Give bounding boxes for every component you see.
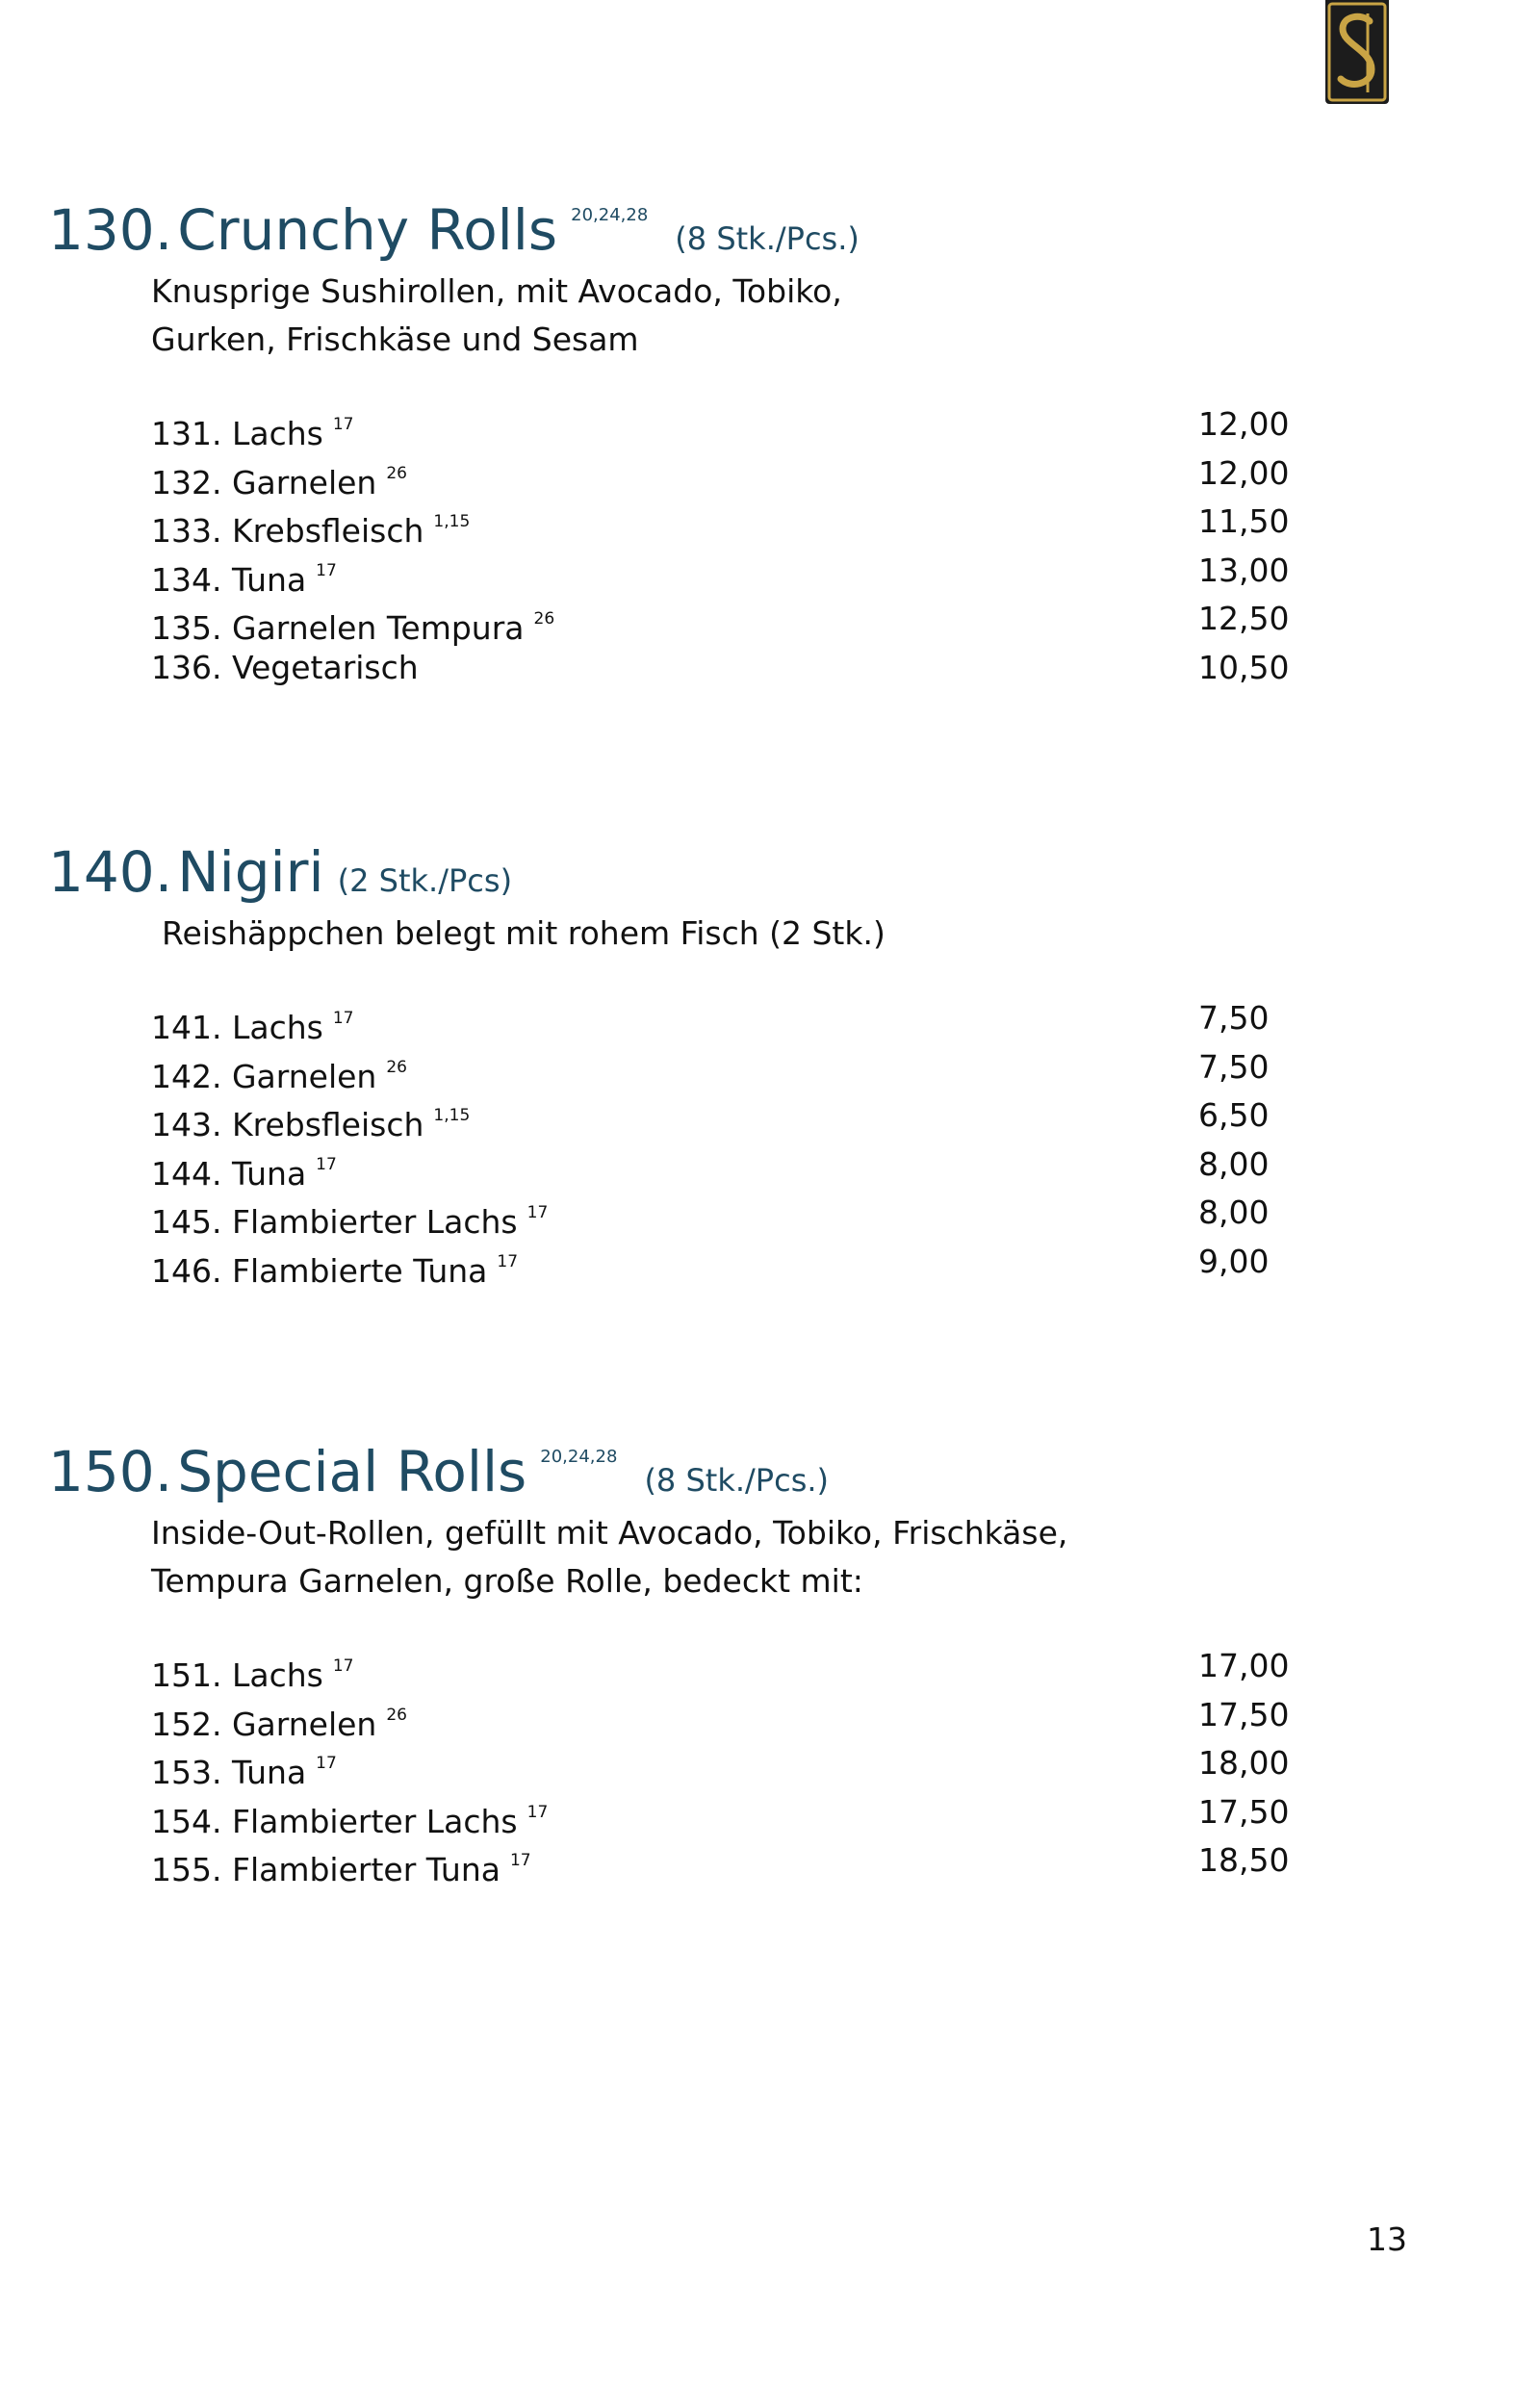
item-price: 17,50 xyxy=(1198,1695,1290,1733)
item-name: 152. Garnelen xyxy=(151,1705,377,1743)
section-title: Special Rolls xyxy=(177,1439,527,1504)
section-allergens: 20,24,28 xyxy=(540,1447,618,1467)
menu-items xyxy=(151,1642,1337,1886)
item-allergens: 26 xyxy=(386,1057,407,1077)
description-line: Inside-Out-Rollen, gefüllt mit Avocado, Tobiko, Frischkäse, xyxy=(151,1514,1068,1552)
logo-emblem xyxy=(1325,0,1389,104)
item-allergens: 17 xyxy=(526,1802,549,1822)
item-allergens: 17 xyxy=(332,1656,354,1676)
section-nigiri xyxy=(48,839,1299,1290)
section-pieces: (8 Stk./Pcs.) xyxy=(644,1462,830,1499)
menu-item xyxy=(151,595,1337,647)
item-price: 6,50 xyxy=(1198,1096,1270,1134)
description-line: Gurken, Frischkäse und Sesam xyxy=(151,321,639,358)
item-price: 18,50 xyxy=(1198,1841,1290,1879)
menu-item xyxy=(151,1091,1337,1141)
item-name: 154. Flambierter Lachs xyxy=(151,1802,518,1840)
menu-item xyxy=(151,400,1337,452)
section-crunchy-rolls xyxy=(48,197,1299,692)
item-name: 132. Garnelen xyxy=(151,463,377,501)
menu-item xyxy=(151,994,1337,1046)
section-number: 150. xyxy=(48,1439,173,1504)
item-name: 153. Tuna xyxy=(151,1754,307,1791)
item-price: 8,00 xyxy=(1198,1144,1270,1183)
section-title: Nigiri xyxy=(177,839,324,905)
item-price: 10,50 xyxy=(1198,648,1290,686)
menu-item xyxy=(151,1642,1337,1694)
item-name: 143. Krebsfleisch xyxy=(151,1106,424,1143)
item-name: 131. Lachs xyxy=(151,415,323,452)
item-allergens: 1,15 xyxy=(433,1106,471,1125)
item-name: 144. Tuna xyxy=(151,1154,307,1193)
menu-item xyxy=(151,498,1337,550)
item-allergens: 17 xyxy=(316,1154,337,1174)
item-price: 18,00 xyxy=(1198,1744,1290,1782)
item-name: 133. Krebsfleisch xyxy=(151,512,424,550)
section-number: 130. xyxy=(48,197,173,263)
item-price: 12,50 xyxy=(1198,600,1290,637)
item-price: 12,00 xyxy=(1198,405,1290,443)
item-price: 17,00 xyxy=(1198,1647,1290,1684)
section-pieces: (2 Stk./Pcs) xyxy=(337,862,513,899)
menu-item xyxy=(151,1189,1337,1241)
section-heading xyxy=(48,839,1299,905)
menu-item xyxy=(151,1739,1337,1791)
item-name: 136. Vegetarisch xyxy=(151,648,419,686)
menu-item xyxy=(151,547,1337,599)
section-description xyxy=(151,268,1299,364)
menu-item xyxy=(151,1691,1337,1743)
menu-item xyxy=(151,1141,1337,1193)
item-allergens: 26 xyxy=(386,463,407,483)
section-number: 140. xyxy=(48,839,173,905)
item-name: 141. Lachs xyxy=(151,1009,323,1046)
menu-item xyxy=(151,1043,1337,1095)
menu-item xyxy=(151,644,1337,693)
item-name: 155. Flambierter Tuna xyxy=(151,1851,500,1888)
section-title: Crunchy Rolls xyxy=(177,197,558,263)
item-price: 7,50 xyxy=(1198,1047,1270,1086)
section-heading xyxy=(48,197,1299,263)
item-price: 11,50 xyxy=(1198,502,1290,540)
item-allergens: 17 xyxy=(509,1851,531,1870)
description-line: Tempura Garnelen, große Rolle, bedeckt mit: xyxy=(151,1562,863,1600)
item-price: 8,00 xyxy=(1198,1194,1270,1231)
item-allergens: 1,15 xyxy=(433,512,471,531)
menu-item xyxy=(151,1788,1337,1840)
section-pieces: (8 Stk./Pcs.) xyxy=(675,220,860,257)
section-heading xyxy=(48,1439,1299,1504)
item-name: 151. Lachs xyxy=(151,1656,323,1694)
item-price: 9,00 xyxy=(1198,1242,1270,1280)
item-price: 17,50 xyxy=(1198,1792,1290,1831)
item-allergens: 17 xyxy=(332,415,354,434)
item-name: 146. Flambierte Tuna xyxy=(151,1251,488,1290)
item-allergens: 17 xyxy=(497,1251,519,1271)
item-price: 12,00 xyxy=(1198,453,1290,492)
item-name: 142. Garnelen xyxy=(151,1057,377,1095)
item-name: 145. Flambierter Lachs xyxy=(151,1203,518,1241)
menu-item xyxy=(151,449,1337,499)
menu-items xyxy=(151,400,1337,692)
item-price: 13,00 xyxy=(1198,551,1290,589)
section-special-rolls xyxy=(48,1439,1299,1888)
page-number: 13 xyxy=(1367,2220,1407,2258)
item-name: 135. Garnelen Tempura xyxy=(151,609,525,647)
section-description xyxy=(151,1509,1299,1605)
restaurant-logo xyxy=(1325,0,1389,104)
section-allergens: 20,24,28 xyxy=(571,205,649,225)
item-allergens: 17 xyxy=(316,560,337,580)
item-allergens: 26 xyxy=(386,1705,407,1725)
item-price: 7,50 xyxy=(1198,999,1270,1037)
item-allergens: 17 xyxy=(316,1754,337,1773)
menu-item xyxy=(151,1238,1337,1290)
description-line: Knusprige Sushirollen, mit Avocado, Tobiko, xyxy=(151,272,842,310)
menu-items xyxy=(151,994,1337,1290)
item-allergens: 17 xyxy=(332,1009,354,1028)
menu-item xyxy=(151,1836,1337,1886)
item-name: 134. Tuna xyxy=(151,560,307,599)
description-line: Reishäppchen belegt mit rohem Fisch (2 Stk.) xyxy=(162,914,886,952)
item-allergens: 26 xyxy=(533,609,555,629)
item-allergens: 17 xyxy=(526,1203,549,1222)
section-description xyxy=(162,910,1299,958)
